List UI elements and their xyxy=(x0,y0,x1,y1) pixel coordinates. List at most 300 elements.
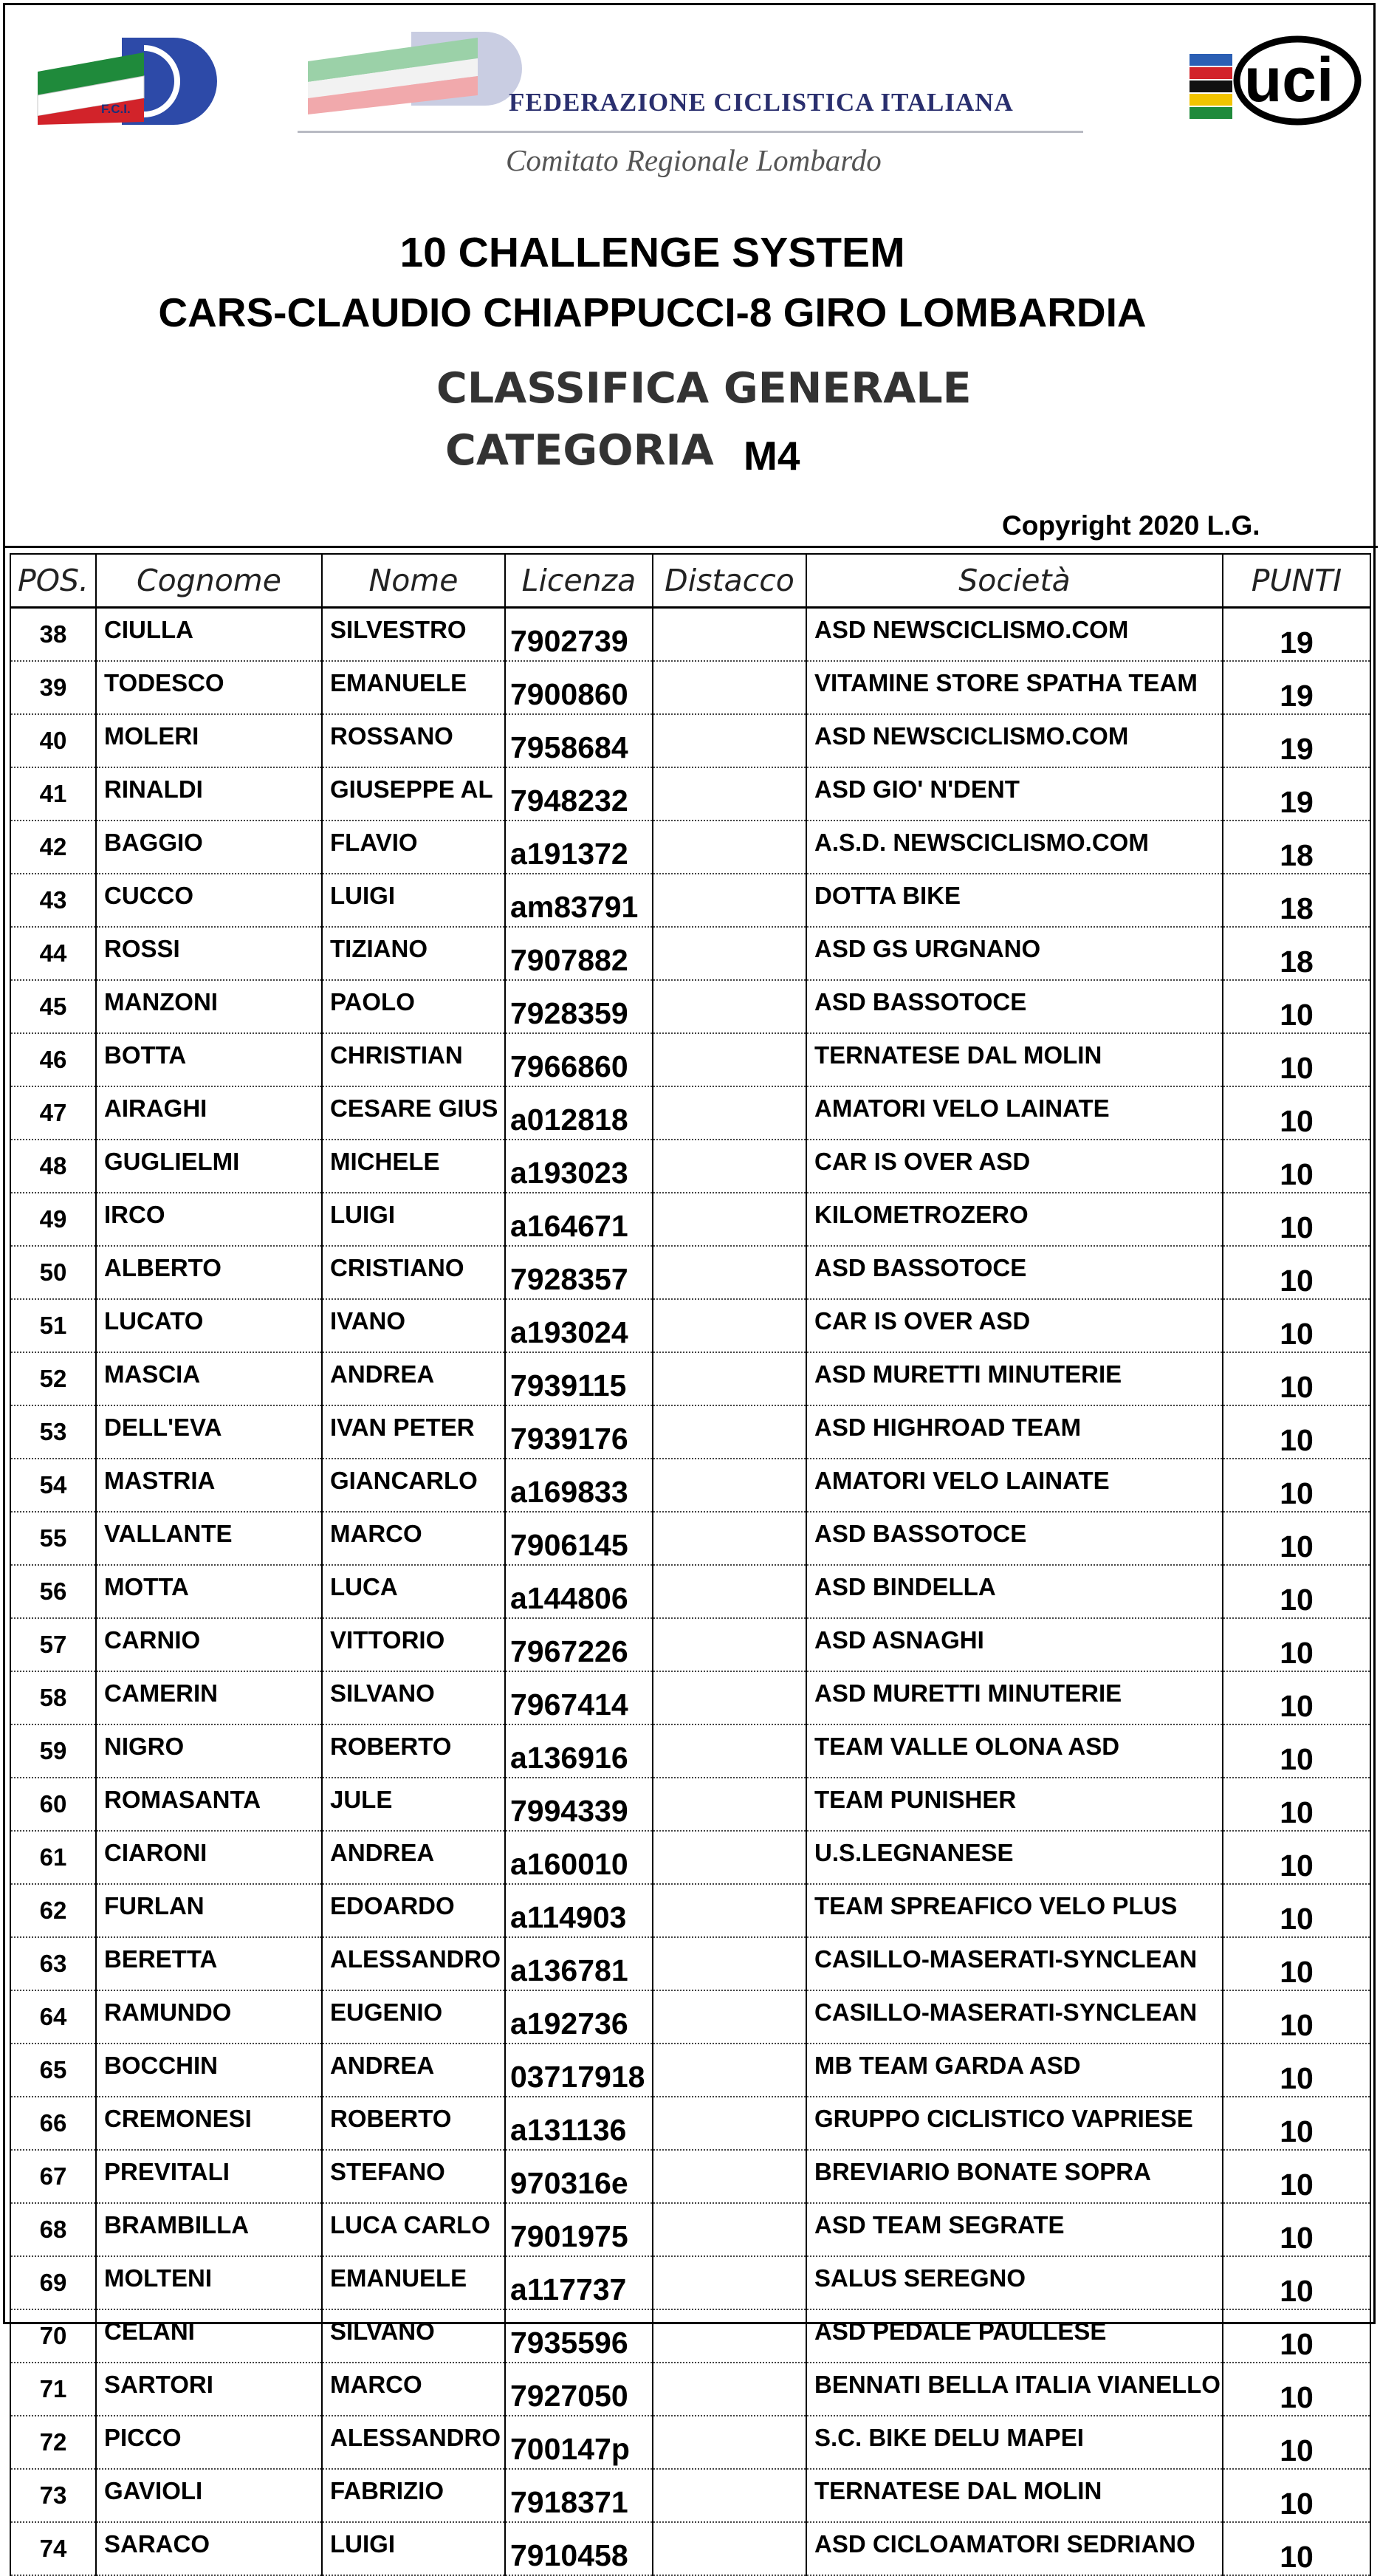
cell-societa: ASD NEWSCICLISMO.COM xyxy=(806,608,1223,662)
cell-societa: CAR IS OVER ASD xyxy=(806,1299,1223,1352)
cell-cognome: MASCIA xyxy=(96,1352,322,1405)
cell-licenza: a193024 xyxy=(505,1299,653,1352)
column-header-licenza: Licenza xyxy=(505,554,653,608)
cell-punti: 19 xyxy=(1223,608,1370,662)
cell-licenza: a191372 xyxy=(505,821,653,874)
category-value: M4 xyxy=(744,433,800,479)
cell-distacco xyxy=(653,2363,806,2416)
cell-cognome: MOLERI xyxy=(96,714,322,767)
cell-licenza: 7967414 xyxy=(505,1671,653,1724)
table-row xyxy=(10,1193,1370,1246)
cell-distacco xyxy=(653,1937,806,1990)
cell-cognome: AIRAGHI xyxy=(96,1086,322,1140)
cell-punti: 19 xyxy=(1223,661,1370,714)
cell-distacco xyxy=(653,1565,806,1618)
cell-punti: 18 xyxy=(1223,927,1370,980)
cell-distacco xyxy=(653,2044,806,2097)
cell-cognome: BAGGIO xyxy=(96,821,322,874)
cell-distacco xyxy=(653,1990,806,2044)
cell-punti: 10 xyxy=(1223,2256,1370,2309)
cell-pos: 42 xyxy=(10,821,96,874)
cell-pos: 44 xyxy=(10,927,96,980)
cell-licenza: 7928357 xyxy=(505,1246,653,1299)
cell-licenza: a193023 xyxy=(505,1140,653,1193)
cell-punti: 10 xyxy=(1223,1459,1370,1512)
cell-pos: 69 xyxy=(10,2256,96,2309)
cell-pos: 38 xyxy=(10,608,96,662)
cell-nome: ANDREA xyxy=(322,2044,505,2097)
cell-licenza: 7967226 xyxy=(505,1618,653,1671)
column-header-nome: Nome xyxy=(322,554,505,608)
cell-nome: STEFANO xyxy=(322,2150,505,2203)
cell-punti: 10 xyxy=(1223,2522,1370,2575)
cell-societa: ASD CICLOAMATORI SEDRIANO xyxy=(806,2522,1223,2575)
cell-punti: 10 xyxy=(1223,1724,1370,1778)
cell-punti: 19 xyxy=(1223,767,1370,821)
cell-punti: 10 xyxy=(1223,2309,1370,2363)
cell-licenza: 7939115 xyxy=(505,1352,653,1405)
table-row xyxy=(10,1033,1370,1086)
column-header-societa: Società xyxy=(806,554,1223,608)
cell-cognome: LUCATO xyxy=(96,1299,322,1352)
cell-distacco xyxy=(653,1246,806,1299)
cell-pos: 39 xyxy=(10,661,96,714)
cell-distacco xyxy=(653,767,806,821)
cell-cognome: BRAMBILLA xyxy=(96,2203,322,2256)
cell-pos: 50 xyxy=(10,1246,96,1299)
cell-nome: ANDREA xyxy=(322,1831,505,1884)
cell-nome: SILVANO xyxy=(322,2309,505,2363)
cell-societa: MB TEAM GARDA ASD xyxy=(806,2044,1223,2097)
cell-pos: 56 xyxy=(10,1565,96,1618)
cell-licenza: a117737 xyxy=(505,2256,653,2309)
cell-licenza: a192736 xyxy=(505,1990,653,2044)
cell-licenza: 7906145 xyxy=(505,1512,653,1565)
table-row xyxy=(10,714,1370,767)
cell-distacco xyxy=(653,1831,806,1884)
cell-distacco xyxy=(653,1884,806,1937)
cell-nome: GIUSEPPE AL xyxy=(322,767,505,821)
table-row xyxy=(10,1724,1370,1778)
cell-punti: 10 xyxy=(1223,1140,1370,1193)
cell-societa: ASD BASSOTOCE xyxy=(806,1246,1223,1299)
cell-distacco xyxy=(653,1671,806,1724)
cell-societa: AMATORI VELO LAINATE xyxy=(806,1086,1223,1140)
results-table xyxy=(10,553,1371,2576)
cell-licenza: am83791 xyxy=(505,874,653,927)
cell-nome: GIANCARLO xyxy=(322,1459,505,1512)
cell-cognome: RAMUNDO xyxy=(96,1990,322,2044)
table-row xyxy=(10,2256,1370,2309)
cell-cognome: RINALDI xyxy=(96,767,322,821)
table-row xyxy=(10,1778,1370,1831)
cell-nome: MARCO xyxy=(322,2363,505,2416)
cell-punti: 10 xyxy=(1223,1831,1370,1884)
table-row xyxy=(10,1565,1370,1618)
cell-pos: 41 xyxy=(10,767,96,821)
cell-licenza: 7907882 xyxy=(505,927,653,980)
cell-societa: ASD ASNAGHI xyxy=(806,1618,1223,1671)
table-row xyxy=(10,608,1370,662)
cell-licenza: 7928359 xyxy=(505,980,653,1033)
cell-cognome: CAMERIN xyxy=(96,1671,322,1724)
cell-distacco xyxy=(653,874,806,927)
cell-cognome: CIARONI xyxy=(96,1831,322,1884)
cell-cognome: BOTTA xyxy=(96,1033,322,1086)
cell-nome: MICHELE xyxy=(322,1140,505,1193)
cell-distacco xyxy=(653,1033,806,1086)
cell-distacco xyxy=(653,1299,806,1352)
cell-societa: TERNATESE DAL MOLIN xyxy=(806,1033,1223,1086)
classification-label: CLASSIFICA GENERALE xyxy=(436,364,972,413)
cell-distacco xyxy=(653,1724,806,1778)
cell-cognome: NIGRO xyxy=(96,1724,322,1778)
cell-distacco xyxy=(653,2203,806,2256)
federation-subtitle: Comitato Regionale Lombardo xyxy=(506,143,882,177)
header-row xyxy=(10,554,1370,608)
cell-punti: 10 xyxy=(1223,1937,1370,1990)
cell-nome: LUCA CARLO xyxy=(322,2203,505,2256)
cell-nome: FABRIZIO xyxy=(322,2469,505,2522)
cell-pos: 48 xyxy=(10,1140,96,1193)
cell-distacco xyxy=(653,1459,806,1512)
cell-distacco xyxy=(653,980,806,1033)
cell-licenza: 7935596 xyxy=(505,2309,653,2363)
cell-societa: ASD PEDALE PAULLESE xyxy=(806,2309,1223,2363)
cell-distacco xyxy=(653,2150,806,2203)
table-row xyxy=(10,767,1370,821)
cell-pos: 66 xyxy=(10,2097,96,2150)
cell-punti: 10 xyxy=(1223,980,1370,1033)
table-row xyxy=(10,1937,1370,1990)
cell-pos: 46 xyxy=(10,1033,96,1086)
cell-societa: ASD BASSOTOCE xyxy=(806,1512,1223,1565)
table-row xyxy=(10,821,1370,874)
cell-punti: 10 xyxy=(1223,1086,1370,1140)
cell-licenza: 700147p xyxy=(505,2416,653,2469)
cell-nome: EDOARDO xyxy=(322,1884,505,1937)
cell-pos: 52 xyxy=(10,1352,96,1405)
cell-distacco xyxy=(653,2469,806,2522)
cell-distacco xyxy=(653,2522,806,2575)
table-row xyxy=(10,1618,1370,1671)
cell-societa: GRUPPO CICLISTICO VAPRIESE xyxy=(806,2097,1223,2150)
cell-pos: 43 xyxy=(10,874,96,927)
cell-punti: 10 xyxy=(1223,2363,1370,2416)
table-row xyxy=(10,2363,1370,2416)
cell-distacco xyxy=(653,1405,806,1459)
cell-nome: PAOLO xyxy=(322,980,505,1033)
table-row xyxy=(10,1086,1370,1140)
cell-licenza: 7966860 xyxy=(505,1033,653,1086)
cell-licenza: a144806 xyxy=(505,1565,653,1618)
table-row xyxy=(10,1459,1370,1512)
cell-punti: 10 xyxy=(1223,1246,1370,1299)
cell-nome: CHRISTIAN xyxy=(322,1033,505,1086)
cell-punti: 10 xyxy=(1223,2203,1370,2256)
cell-societa: CASILLO-MASERATI-SYNCLEAN xyxy=(806,1937,1223,1990)
cell-distacco xyxy=(653,821,806,874)
cell-cognome: PREVITALI xyxy=(96,2150,322,2203)
cell-cognome: VALLANTE xyxy=(96,1512,322,1565)
table-row xyxy=(10,2522,1370,2575)
cell-punti: 10 xyxy=(1223,1671,1370,1724)
cell-societa: TEAM SPREAFICO VELO PLUS xyxy=(806,1884,1223,1937)
cell-punti: 10 xyxy=(1223,1405,1370,1459)
cell-cognome: BOCCHIN xyxy=(96,2044,322,2097)
cell-societa: CAR IS OVER ASD xyxy=(806,1140,1223,1193)
results-body xyxy=(10,608,1370,2576)
column-header-distacco: Distacco xyxy=(653,554,806,608)
table-row xyxy=(10,1884,1370,1937)
column-header-cognome: Cognome xyxy=(96,554,322,608)
cell-punti: 19 xyxy=(1223,714,1370,767)
cell-cognome: MOLTENI xyxy=(96,2256,322,2309)
column-header-pos: POS. xyxy=(10,554,96,608)
cell-societa: VITAMINE STORE SPATHA TEAM xyxy=(806,661,1223,714)
uci-logo-icon xyxy=(1187,32,1364,129)
cell-distacco xyxy=(653,714,806,767)
cell-nome: LUCA xyxy=(322,1565,505,1618)
cell-nome: LUIGI xyxy=(322,2522,505,2575)
cell-cognome: CREMONESI xyxy=(96,2097,322,2150)
cell-pos: 72 xyxy=(10,2416,96,2469)
cell-nome: ROSSANO xyxy=(322,714,505,767)
cell-punti: 18 xyxy=(1223,821,1370,874)
cell-pos: 51 xyxy=(10,1299,96,1352)
header-divider xyxy=(5,546,1378,548)
cell-cognome: MANZONI xyxy=(96,980,322,1033)
cell-distacco xyxy=(653,661,806,714)
cell-societa: SALUS SEREGNO xyxy=(806,2256,1223,2309)
table-row xyxy=(10,1671,1370,1724)
cell-distacco xyxy=(653,1193,806,1246)
cell-societa: TEAM VALLE OLONA ASD xyxy=(806,1724,1223,1778)
cell-nome: CESARE GIUS xyxy=(322,1086,505,1140)
cell-societa: TERNATESE DAL MOLIN xyxy=(806,2469,1223,2522)
cell-licenza: a164671 xyxy=(505,1193,653,1246)
cell-cognome: ALBERTO xyxy=(96,1246,322,1299)
cell-punti: 10 xyxy=(1223,2469,1370,2522)
cell-punti: 10 xyxy=(1223,2416,1370,2469)
cell-licenza: 7902739 xyxy=(505,608,653,662)
table-row xyxy=(10,927,1370,980)
cell-nome: ROBERTO xyxy=(322,2097,505,2150)
cell-cognome: MASTRIA xyxy=(96,1459,322,1512)
cell-punti: 10 xyxy=(1223,1778,1370,1831)
table-row xyxy=(10,2469,1370,2522)
cell-distacco xyxy=(653,1086,806,1140)
results-sheet xyxy=(3,3,1376,2574)
copyright-notice: Copyright 2020 L.G. xyxy=(1002,510,1260,541)
cell-societa: ASD TEAM SEGRATE xyxy=(806,2203,1223,2256)
cell-nome: ROBERTO xyxy=(322,1724,505,1778)
cell-licenza: a136781 xyxy=(505,1937,653,1990)
cell-societa: S.C. BIKE DELU MAPEI xyxy=(806,2416,1223,2469)
table-row xyxy=(10,1831,1370,1884)
fci-logo-icon xyxy=(33,33,199,129)
cell-nome: EMANUELE xyxy=(322,661,505,714)
federation-banner-icon xyxy=(301,27,1091,138)
table-row xyxy=(10,2416,1370,2469)
federation-divider xyxy=(298,131,1083,133)
cell-punti: 10 xyxy=(1223,2150,1370,2203)
federation-name: FEDERAZIONE CICLISTICA ITALIANA xyxy=(509,88,1014,117)
cell-pos: 71 xyxy=(10,2363,96,2416)
table-row xyxy=(10,1246,1370,1299)
cell-cognome: BERETTA xyxy=(96,1937,322,1990)
cell-societa: ASD MURETTI MINUTERIE xyxy=(806,1671,1223,1724)
cell-distacco xyxy=(653,1618,806,1671)
cell-licenza: 7900860 xyxy=(505,661,653,714)
cell-pos: 64 xyxy=(10,1990,96,2044)
cell-licenza: a012818 xyxy=(505,1086,653,1140)
cell-cognome: SARTORI xyxy=(96,2363,322,2416)
cell-nome: SILVESTRO xyxy=(322,608,505,662)
cell-cognome: CARNIO xyxy=(96,1618,322,1671)
cell-cognome: DELL'EVA xyxy=(96,1405,322,1459)
fci-logo-text: F.C.I. xyxy=(101,102,131,116)
cell-pos: 47 xyxy=(10,1086,96,1140)
cell-licenza: 03717918 xyxy=(505,2044,653,2097)
event-title: CARS-CLAUDIO CHIAPPUCCI-8 GIRO LOMBARDIA xyxy=(158,290,1147,335)
cell-nome: EUGENIO xyxy=(322,1990,505,2044)
cell-pos: 49 xyxy=(10,1193,96,1246)
cell-cognome: MOTTA xyxy=(96,1565,322,1618)
cell-licenza: 7958684 xyxy=(505,714,653,767)
cell-nome: EMANUELE xyxy=(322,2256,505,2309)
cell-societa: KILOMETROZERO xyxy=(806,1193,1223,1246)
cell-pos: 59 xyxy=(10,1724,96,1778)
cell-licenza: 7910458 xyxy=(505,2522,653,2575)
cell-nome: FLAVIO xyxy=(322,821,505,874)
cell-cognome: IRCO xyxy=(96,1193,322,1246)
cell-distacco xyxy=(653,927,806,980)
cell-distacco xyxy=(653,2256,806,2309)
cell-distacco xyxy=(653,2309,806,2363)
table-row xyxy=(10,1140,1370,1193)
cell-distacco xyxy=(653,1512,806,1565)
cell-societa: DOTTA BIKE xyxy=(806,874,1223,927)
cell-pos: 65 xyxy=(10,2044,96,2097)
challenge-title: 10 CHALLENGE SYSTEM xyxy=(399,229,905,276)
cell-pos: 68 xyxy=(10,2203,96,2256)
cell-distacco xyxy=(653,608,806,662)
cell-punti: 10 xyxy=(1223,1033,1370,1086)
cell-licenza: 7948232 xyxy=(505,767,653,821)
cell-distacco xyxy=(653,1352,806,1405)
cell-licenza: a160010 xyxy=(505,1831,653,1884)
cell-cognome: GUGLIELMI xyxy=(96,1140,322,1193)
cell-nome: IVANO xyxy=(322,1299,505,1352)
cell-nome: SILVANO xyxy=(322,1671,505,1724)
cell-pos: 62 xyxy=(10,1884,96,1937)
cell-punti: 10 xyxy=(1223,1618,1370,1671)
cell-societa: CASILLO-MASERATI-SYNCLEAN xyxy=(806,1990,1223,2044)
cell-societa: U.S.LEGNANESE xyxy=(806,1831,1223,1884)
cell-licenza: 7994339 xyxy=(505,1778,653,1831)
cell-pos: 45 xyxy=(10,980,96,1033)
table-row xyxy=(10,874,1370,927)
cell-pos: 73 xyxy=(10,2469,96,2522)
cell-nome: LUIGI xyxy=(322,1193,505,1246)
cell-cognome: PICCO xyxy=(96,2416,322,2469)
cell-distacco xyxy=(653,2097,806,2150)
table-row xyxy=(10,980,1370,1033)
cell-nome: JULE xyxy=(322,1778,505,1831)
cell-societa: ASD GIO' N'DENT xyxy=(806,767,1223,821)
cell-punti: 10 xyxy=(1223,1299,1370,1352)
cell-licenza: 970316e xyxy=(505,2150,653,2203)
cell-cognome: ROMASANTA xyxy=(96,1778,322,1831)
table-row xyxy=(10,1299,1370,1352)
cell-punti: 10 xyxy=(1223,1884,1370,1937)
table-row xyxy=(10,2044,1370,2097)
cell-cognome: TODESCO xyxy=(96,661,322,714)
cell-societa: ASD BINDELLA xyxy=(806,1565,1223,1618)
cell-nome: ALESSANDRO xyxy=(322,2416,505,2469)
cell-societa: ASD HIGHROAD TEAM xyxy=(806,1405,1223,1459)
cell-punti: 10 xyxy=(1223,1193,1370,1246)
cell-pos: 67 xyxy=(10,2150,96,2203)
cell-societa: ASD GS URGNANO xyxy=(806,927,1223,980)
cell-punti: 18 xyxy=(1223,874,1370,927)
cell-societa: TEAM PUNISHER xyxy=(806,1778,1223,1831)
cell-societa: ASD MURETTI MINUTERIE xyxy=(806,1352,1223,1405)
cell-nome: TIZIANO xyxy=(322,927,505,980)
table-row xyxy=(10,1512,1370,1565)
cell-pos: 60 xyxy=(10,1778,96,1831)
cell-pos: 40 xyxy=(10,714,96,767)
cell-punti: 10 xyxy=(1223,2097,1370,2150)
cell-pos: 74 xyxy=(10,2522,96,2575)
cell-licenza: 7918371 xyxy=(505,2469,653,2522)
cell-licenza: a131136 xyxy=(505,2097,653,2150)
cell-cognome: CUCCO xyxy=(96,874,322,927)
cell-societa: BREVIARIO BONATE SOPRA xyxy=(806,2150,1223,2203)
cell-cognome: SARACO xyxy=(96,2522,322,2575)
cell-pos: 61 xyxy=(10,1831,96,1884)
cell-distacco xyxy=(653,1140,806,1193)
cell-cognome: CIULLA xyxy=(96,608,322,662)
cell-licenza: a136916 xyxy=(505,1724,653,1778)
cell-pos: 57 xyxy=(10,1618,96,1671)
category-label: CATEGORIA xyxy=(445,426,714,475)
cell-pos: 70 xyxy=(10,2309,96,2363)
cell-punti: 10 xyxy=(1223,2044,1370,2097)
cell-nome: ALESSANDRO xyxy=(322,1937,505,1990)
cell-nome: ANDREA xyxy=(322,1352,505,1405)
cell-punti: 10 xyxy=(1223,1352,1370,1405)
cell-nome: IVAN PETER xyxy=(322,1405,505,1459)
table-row xyxy=(10,1990,1370,2044)
cell-nome: MARCO xyxy=(322,1512,505,1565)
cell-licenza: 7901975 xyxy=(505,2203,653,2256)
table-row xyxy=(10,1405,1370,1459)
cell-pos: 53 xyxy=(10,1405,96,1459)
cell-cognome: GAVIOLI xyxy=(96,2469,322,2522)
cell-cognome: ROSSI xyxy=(96,927,322,980)
cell-societa: AMATORI VELO LAINATE xyxy=(806,1459,1223,1512)
cell-licenza: a114903 xyxy=(505,1884,653,1937)
cell-nome: VITTORIO xyxy=(322,1618,505,1671)
cell-licenza: a169833 xyxy=(505,1459,653,1512)
cell-pos: 58 xyxy=(10,1671,96,1724)
cell-punti: 10 xyxy=(1223,1990,1370,2044)
cell-licenza: 7927050 xyxy=(505,2363,653,2416)
cell-societa: A.S.D. NEWSCICLISMO.COM xyxy=(806,821,1223,874)
cell-nome: LUIGI xyxy=(322,874,505,927)
